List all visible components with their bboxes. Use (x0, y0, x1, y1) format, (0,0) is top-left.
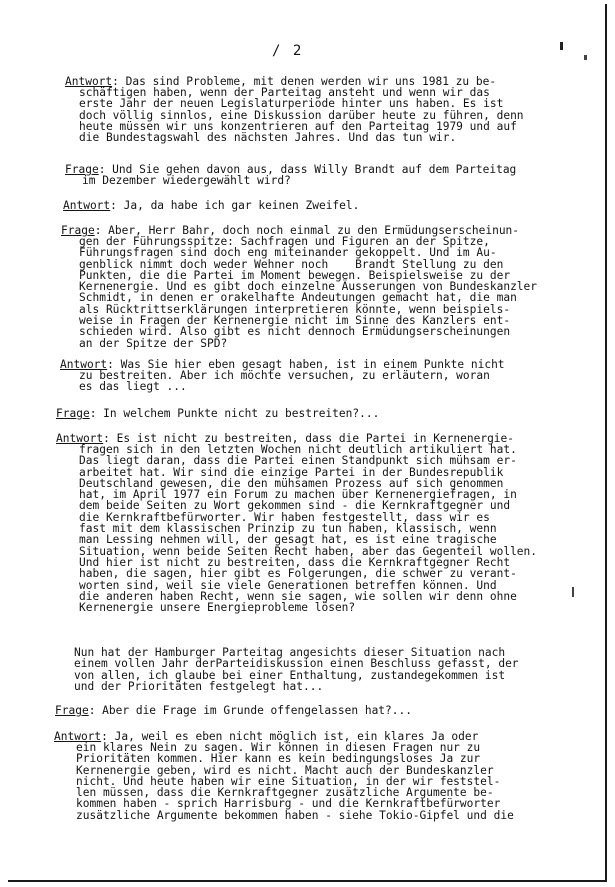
speaker-label: Antwort (65, 75, 113, 88)
speaker-label: Antwort (60, 358, 108, 371)
paragraph-first-line: : Das sind Probleme, mit denen werden wir uns 1981 zu be- (112, 75, 497, 88)
paragraph-first-line: : Es ist nicht zu bestreiten, dass die Partei in Kernenergie- (103, 432, 515, 445)
margin-mark (560, 42, 563, 50)
margin-mark (572, 587, 574, 597)
speaker-label: Antwort (54, 730, 102, 743)
paragraph-first-line: : Ja, weil es eben nicht möglich ist, ein klares Ja oder (101, 730, 479, 743)
paragraph-first-line: : Ja, da habe ich gar keinen Zweifel. (110, 199, 360, 212)
paragraph-continuation: im Dezember wiedergewählt wird? (82, 174, 291, 187)
speaker-label: Antwort (56, 432, 104, 445)
speaker-label: Frage (55, 704, 89, 717)
paragraph-continuation: schäftigen haben, wenn der Parteitag ansteht und wenn wir das erste Jahr der neuen Legislaturperiode hinter uns haben. Es ist doch völlig sinnlos, eine Diskussion darüber heute zu führen, denn heute müssen wir uns konzentrieren auf den Parteitag 1979 und auf die Bundestagswahl des nächsten Jahres. Und das tun wir. (79, 86, 524, 145)
answer-paragraph (63, 200, 359, 211)
speaker-label: Frage (65, 163, 99, 176)
page-number: / 2 (272, 43, 304, 59)
speaker-label: Frage (61, 224, 95, 237)
paragraph-first-line: : Aber die Frage im Grunde offengelassen hat?... (88, 704, 412, 717)
question-paragraph (56, 408, 379, 419)
paragraph-first-line: : Aber, Herr Bahr, doch noch einmal zu den Ermüdungserscheinun- (94, 224, 520, 237)
paragraph-continuation: Nun hat der Hamburger Parteitag angesichts dieser Situation nach einem vollen Jahr derParteidiskussion einen Beschluss gefasst, der von allen, ich glaube bei einer Enthaltung, zustandegekommen ist und der Prioritäten festgelegt hat... (74, 646, 519, 693)
question-paragraph (55, 705, 412, 716)
margin-mark (584, 55, 587, 60)
paragraph-first-line: : In welchem Punkte nicht zu bestreiten?... (89, 407, 380, 420)
speaker-label: Antwort (63, 199, 111, 212)
paragraph-continuation: gen der Führungsspitze: Sachfragen und Figuren an der Spitze, Führungsfragen sind doch eng miteinander gekoppelt. Und im Au- genblick nimmt doch weder Wehner noch Brandt Stellung zu den Punkten, die die Partei im Moment bewegen. Beispielsweise zu der Kernenergie. Und es gibt doch einzelne Äusserungen von Bundeskanzler Schmidt, in denen er orakelhafte Andeutungen gemacht hat, die man als Rücktrittserklärungen interpretieren könnte, wenn beispiels- weise in Fragen der Kernenergie nicht im Sinne des Kanzlers ent- schieden wird. Also gibt es nicht dennoch Ermüdungserscheinungen an der Spitze der SPD? (79, 235, 538, 350)
paragraph-continuation: ein klares Nein zu sagen. Wir können in diesen Fragen nur zu Prioritäten kommen. Hier kann es kein bedingungsloses Ja zur Kernenergie geben, wird es nicht. Macht auch der Bundeskanzler nicht. Und heute haben wir eine Situation, in der wir feststel- len müssen, dass die Kernkraftgegner zusätzliche Argumente be- kommen haben - sprich Harrisburg - und die Kernkraftbefürworter zusätzliche Argumente bekommen haben - siehe Tokio-Gipfel und die (76, 741, 514, 822)
paragraph-first-line: : Und Sie gehen davon aus, dass Willy Brandt auf dem Parteitag (98, 163, 517, 176)
paragraph-continuation: fragen sich in den letzten Wochen nicht deutlich artikuliert hat. Das liegt daran, dass die Partei einen Standpunkt sich mühsam er- arbeitet hat. Wir sind die einzige Partei in der Bundesrepublik Deutschland gewesen, die den mühsamen Prozess auf sich genommen hat, im April 1977 ein Forum zu machen über Kernenergiefragen, in dem beide Seiten zu Wort gekommen sind - die Kernkraftgegner und die Kernkraftbefürworter. Wir haben festgestellt, dass wir es fast mit dem klassischen Prinzip zu tun haben, klassisch, wenn man Lessing nehmen will, der gesagt hat, es ist eine tragische Situation, wenn beide Seiten Recht haben, aber das Gegenteil wollen. Und hier ist nicht zu bestreiten, dass die Kernkraftgegner Recht haben, die sagen, hier gibt es Folgerungen, die schwer zu verant- worten sind, weil sie viele Generationen betreffen können. Und die anderen haben Recht, wenn sie sagen, wie sollen wir denn ohne Kernenergie unsere Energieprobleme lösen? (79, 443, 538, 615)
paragraph-continuation: zu bestreiten. Aber ich möchte versuchen, zu erläutern, woran es das liegt ... (79, 369, 490, 394)
paragraph-first-line: : Was Sie hier eben gesagt haben, ist in einem Punkte nicht (107, 358, 505, 371)
speaker-label: Frage (56, 407, 90, 420)
